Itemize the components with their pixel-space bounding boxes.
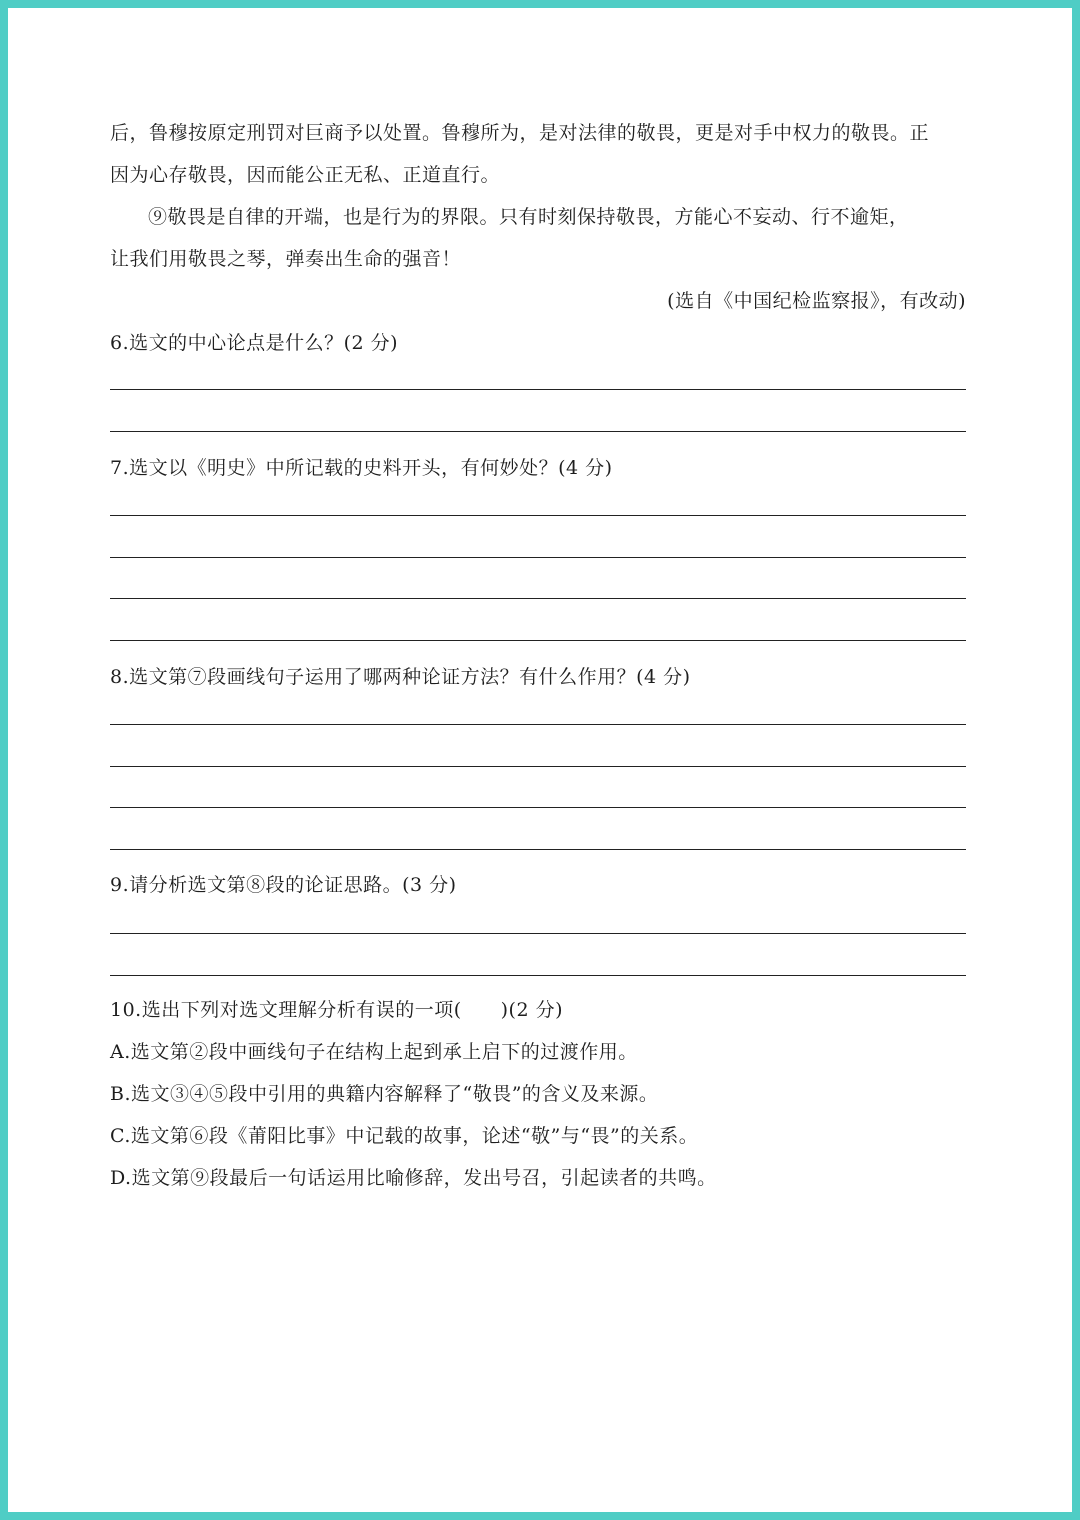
question-9: 9.请分析选文第⑧段的论证思路。(3 分) (110, 874, 457, 896)
source-citation: (选自《中国纪检监察报》，有改动) (667, 290, 966, 312)
question-7: 7.选文以《明史》中所记载的史料开头，有何妙处？(4 分) (110, 457, 613, 479)
answer-line[interactable] (110, 598, 966, 599)
option-c[interactable]: C.选文第⑥段《莆阳比事》中记载的故事，论述“敬”与“畏”的关系。 (110, 1125, 699, 1147)
answer-line[interactable] (110, 807, 966, 808)
passage-line-3: ⑨敬畏是自律的开端，也是行为的界限。只有时刻保持敬畏，方能心不妄动、行不逾矩， (148, 206, 909, 228)
answer-line[interactable] (110, 975, 966, 976)
answer-line[interactable] (110, 515, 966, 516)
passage-line-4: 让我们用敬畏之琴，弹奏出生命的强音！ (110, 248, 462, 270)
option-d[interactable]: D.选文第⑨段最后一句话运用比喻修辞，发出号召，引起读者的共鸣。 (110, 1167, 717, 1189)
answer-line[interactable] (110, 431, 966, 432)
passage-line-1: 后，鲁穆按原定刑罚对巨商予以处置。鲁穆所为，是对法律的敬畏，更是对手中权力的敬畏。正 (110, 122, 930, 144)
question-6: 6.选文的中心论点是什么？(2 分) (110, 332, 399, 354)
answer-line[interactable] (110, 640, 966, 641)
answer-line[interactable] (110, 724, 966, 725)
answer-line[interactable] (110, 389, 966, 390)
answer-line[interactable] (110, 766, 966, 767)
answer-line[interactable] (110, 557, 966, 558)
passage-line-2: 因为心存敬畏，因而能公正无私、正道直行。 (110, 164, 501, 186)
question-8: 8.选文第⑦段画线句子运用了哪两种论证方法？有什么作用？(4 分) (110, 666, 691, 688)
question-10: 10.选出下列对选文理解分析有误的一项( )(2 分) (110, 999, 563, 1021)
option-b[interactable]: B.选文③④⑤段中引用的典籍内容解释了“敬畏”的含义及来源。 (110, 1083, 659, 1105)
worksheet-page (8, 8, 1072, 1512)
option-a[interactable]: A.选文第②段中画线句子在结构上起到承上启下的过渡作用。 (110, 1041, 638, 1063)
answer-line[interactable] (110, 849, 966, 850)
answer-line[interactable] (110, 933, 966, 934)
